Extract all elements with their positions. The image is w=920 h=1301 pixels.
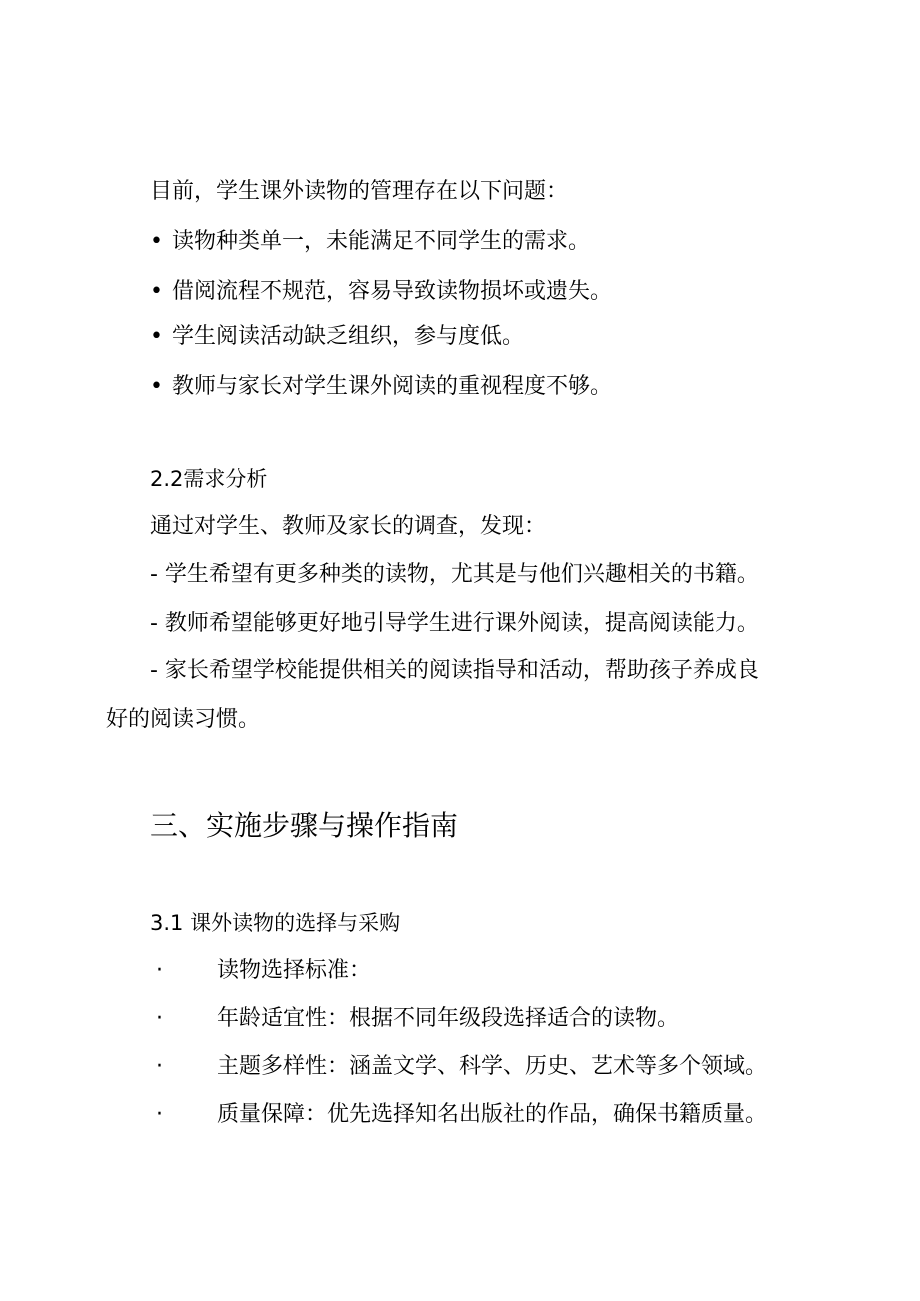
bullet-dot: · bbox=[156, 958, 163, 983]
bullet-dot: • bbox=[150, 229, 163, 254]
bullet-dot: · bbox=[156, 1006, 163, 1031]
issue-item: 学生阅读活动缺乏组织，参与度低。 bbox=[172, 324, 525, 349]
bullet-dot: · bbox=[156, 1102, 163, 1127]
issue-item: 读物种类单一，未能满足不同学生的需求。 bbox=[172, 229, 591, 254]
bullet-dot: • bbox=[150, 374, 163, 399]
subsection-heading: 3.1 课外读物的选择与采购 bbox=[150, 911, 401, 935]
section-heading: 三、实施步骤与操作指南 bbox=[150, 809, 459, 842]
needs-item: - 家长希望学校能提供相关的阅读指导和活动，帮助孩子养成良 bbox=[150, 658, 759, 683]
criteria-item: 读物选择标准： bbox=[217, 958, 372, 983]
bullet-dot: · bbox=[156, 1054, 163, 1079]
needs-item-continuation: 好的阅读习惯。 bbox=[106, 707, 261, 732]
criteria-item: 主题多样性：涵盖文学、科学、历史、艺术等多个领域。 bbox=[217, 1054, 768, 1079]
needs-item: - 学生希望有更多种类的读物，尤其是与他们兴趣相关的书籍。 bbox=[150, 562, 759, 587]
bullet-dot: • bbox=[150, 324, 163, 349]
criteria-item: 质量保障：优先选择知名出版社的作品，确保书籍质量。 bbox=[217, 1102, 768, 1127]
criteria-item: 年龄适宜性：根据不同年级段选择适合的读物。 bbox=[217, 1006, 680, 1031]
issue-item: 借阅流程不规范，容易导致读物损坏或遗失。 bbox=[172, 279, 613, 304]
needs-intro: 通过对学生、教师及家长的调查，发现： bbox=[150, 514, 547, 539]
issue-item: 教师与家长对学生课外阅读的重视程度不够。 bbox=[172, 374, 613, 399]
issues-intro: 目前，学生课外读物的管理存在以下问题： bbox=[150, 179, 569, 204]
needs-heading: 2.2需求分析 bbox=[150, 467, 268, 491]
needs-item: - 教师希望能够更好地引导学生进行课外阅读，提高阅读能力。 bbox=[150, 611, 759, 636]
bullet-dot: • bbox=[150, 279, 163, 304]
